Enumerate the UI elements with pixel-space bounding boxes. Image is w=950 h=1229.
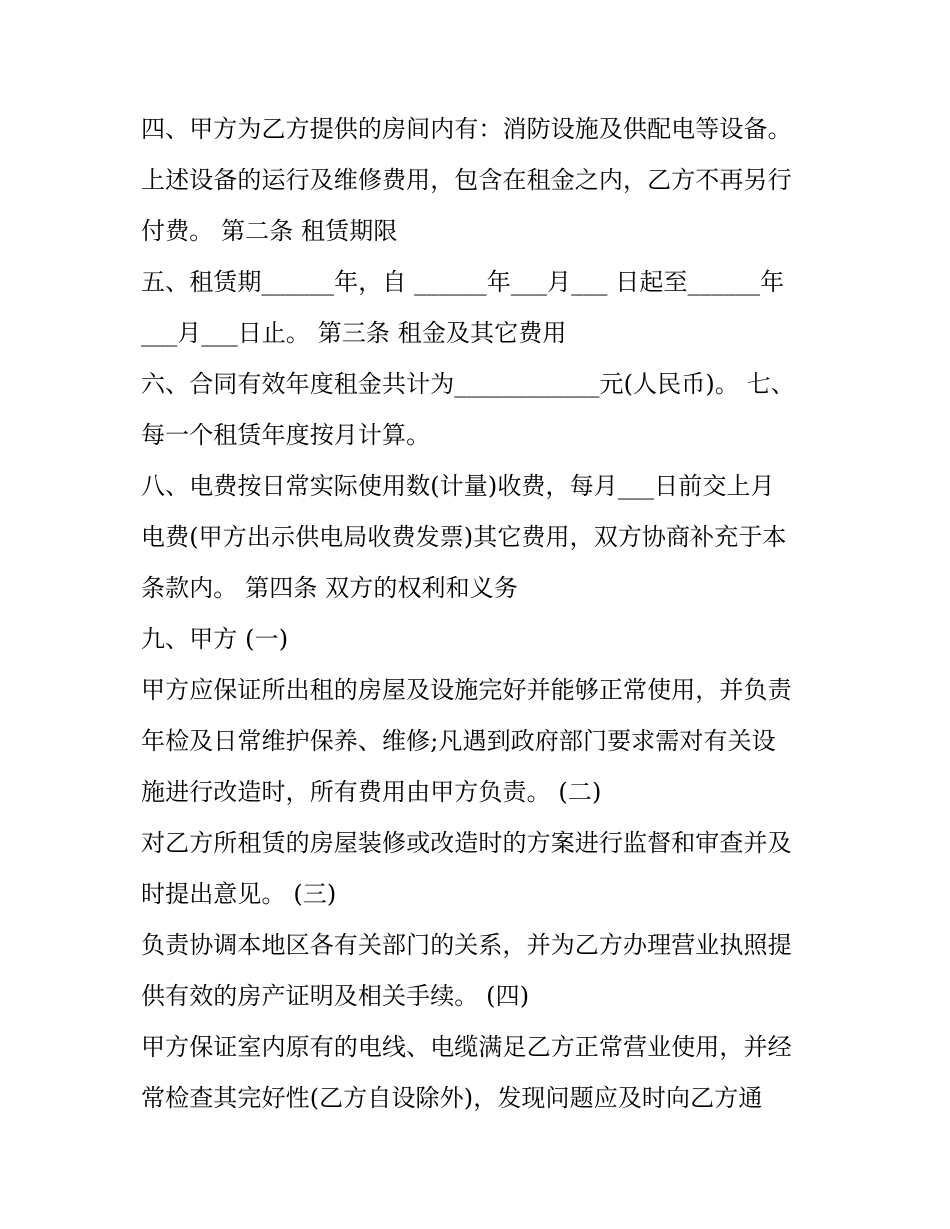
- text-line: 常检查其完好性(乙方自设除外)，发现问题应及时向乙方通: [141, 1084, 763, 1112]
- text-line: 九、甲方 (一): [141, 625, 289, 653]
- text-line: 四、甲方为乙方提供的房间内有：消防设施及供配电等设备。: [141, 115, 792, 143]
- text-line: 每一个租赁年度按月计算。: [141, 421, 431, 449]
- text-line: 电费(甲方出示供电局收费发票)其它费用，双方协商补充于本: [141, 523, 787, 551]
- text-line: 时提出意见。 (三): [141, 880, 337, 908]
- text-line: ___月___日止。 第三条 租金及其它费用: [141, 319, 567, 347]
- text-line: 供有效的房产证明及相关手续。 (四): [141, 982, 530, 1010]
- text-line: 负责协调本地区各有关部门的关系，并为乙方办理营业执照提: [141, 931, 792, 959]
- text-line: 甲方应保证所出租的房屋及设施完好并能够正常使用，并负责: [141, 676, 792, 704]
- text-line: 六、合同有效年度租金共计为____________元(人民币)。 七、: [141, 370, 795, 398]
- text-line: 八、电费按日常实际使用数(计量)收费，每月___日前交上月: [141, 472, 775, 500]
- text-line: 甲方保证室内原有的电线、电缆满足乙方正常营业使用，并经: [141, 1033, 792, 1061]
- text-line: 年检及日常维护保养、维修;凡遇到政府部门要求需对有关设: [141, 727, 776, 755]
- text-line: 上述设备的运行及维修费用，包含在租金之内，乙方不再另行: [141, 166, 792, 194]
- text-line: 条款内。 第四条 双方的权利和义务: [141, 574, 518, 602]
- document-body: [141, 104, 831, 1124]
- text-line: 对乙方所租赁的房屋装修或改造时的方案进行监督和审查并及: [141, 829, 792, 857]
- text-line: 五、租赁期______年，自 ______年___月___ 日起至______年: [141, 268, 785, 296]
- text-line: 施进行改造时，所有费用由甲方负责。 (二): [141, 778, 602, 806]
- text-line: 付费。 第二条 租赁期限: [141, 217, 398, 245]
